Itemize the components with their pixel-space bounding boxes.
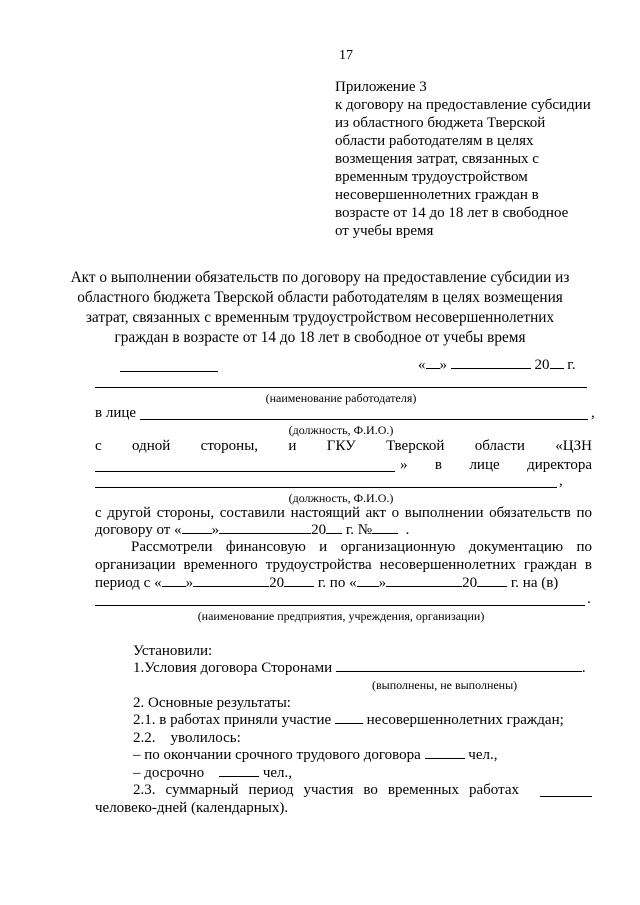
organization-caption: (наименование предприятия, учреждения, организации): [197, 609, 485, 623]
in-person-label: в лице: [95, 405, 137, 421]
early-count-blank[interactable]: [219, 764, 259, 777]
conditions-line: 1.Условия договора Сторонами .: [133, 660, 586, 676]
period-month-to-blank[interactable]: [386, 574, 462, 587]
appendix-line: из областного бюджета Тверской: [335, 115, 546, 131]
appendix-block: [335, 78, 591, 240]
position-caption-2: (должность, Ф.И.О.): [288, 491, 394, 505]
conditions-blank[interactable]: [336, 659, 582, 672]
in-person-blank[interactable]: [140, 419, 588, 420]
main-results-heading: 2. Основные результаты:: [133, 695, 291, 711]
place-blank[interactable]: [120, 371, 218, 372]
appendix-line: возмещения затрат, связанных с: [335, 151, 539, 167]
day-blank[interactable]: [426, 356, 440, 369]
reviewed-line-2: организации временного трудоустройства несовершеннолетних граждан в: [95, 557, 592, 573]
established-heading: Установили:: [133, 643, 213, 659]
period-day-from-blank[interactable]: [162, 574, 186, 587]
director-blank[interactable]: [95, 487, 557, 488]
total-period-line: 2.3. суммарный период участия во временных работах: [133, 782, 519, 798]
contract-year-blank[interactable]: [326, 521, 342, 534]
appendix-line: от учебы время: [335, 223, 434, 239]
early-line: – досрочно чел.,: [133, 765, 293, 781]
fulfilled-caption: (выполнены, не выполнены): [372, 678, 518, 692]
comma: ,: [559, 473, 563, 489]
position-caption-1: (должность, Ф.И.О.): [288, 423, 394, 437]
appendix-line: возрасте от 14 до 18 лет в свободное: [335, 205, 569, 221]
period-dot: .: [587, 591, 591, 607]
results-22-line: 2.2. уволилось:: [133, 730, 241, 746]
results-21-line: 2.1. в работах приняли участие несовершеннолетних граждан;: [133, 712, 564, 728]
appendix-line: к договору на предоставление субсидии: [335, 97, 591, 113]
appendix-line: области работодателям в целях: [335, 133, 534, 149]
appendix-line: временным трудоустройством: [335, 169, 528, 185]
person-days-line: человеко-дней (календарных).: [95, 800, 289, 816]
contract-month-blank[interactable]: [219, 521, 311, 534]
contract-day-blank[interactable]: [182, 521, 212, 534]
appendix-line: Приложение 3: [335, 79, 427, 95]
director-line: » в лице директора: [400, 457, 592, 473]
period-day-to-blank[interactable]: [357, 574, 379, 587]
organization-blank[interactable]: [95, 605, 585, 606]
period-line: период с « » 20 г. по « » 20 г. на (в): [95, 575, 559, 591]
party-line: с одной стороны, и ГКУ Тверской области «ЦЗН: [95, 438, 592, 454]
participants-count-blank[interactable]: [335, 711, 363, 724]
page-number: 17: [339, 48, 353, 63]
period-year-to-blank[interactable]: [477, 574, 507, 587]
reviewed-line-1: Рассмотрели финансовую и организационную документацию по: [131, 539, 592, 555]
employer-caption: (наименование работодателя): [265, 391, 417, 405]
period-month-from-blank[interactable]: [193, 574, 269, 587]
year-blank[interactable]: [550, 356, 564, 369]
date-field: « » 20 г.: [418, 357, 576, 373]
after-contract-line: – по окончании срочного трудового договора чел.,: [133, 747, 498, 763]
other-party-line: с другой стороны, составили настоящий акт о выполнении обязательств по: [95, 505, 592, 521]
contract-line: договору от « » 20 г. № .: [95, 522, 410, 538]
month-blank[interactable]: [451, 356, 531, 369]
comma: ,: [591, 405, 595, 421]
total-period-blank[interactable]: [540, 796, 592, 797]
period-year-from-blank[interactable]: [284, 574, 314, 587]
document-title: Акт о выполнении обязательств по договору на предоставление субсидии из областного бюджета Тверской области работодателям в целях возмещения затрат, связанных с временным трудоустройством несовершеннолетних граждан в возрасте от 14 до 18 лет в свободное от учебы время: [70, 269, 570, 346]
after-contract-count-blank[interactable]: [425, 746, 465, 759]
employer-blank[interactable]: [95, 387, 587, 388]
contract-number-blank[interactable]: [372, 521, 398, 534]
czn-blank[interactable]: [95, 471, 395, 472]
appendix-line: несовершеннолетних граждан в: [335, 187, 539, 203]
